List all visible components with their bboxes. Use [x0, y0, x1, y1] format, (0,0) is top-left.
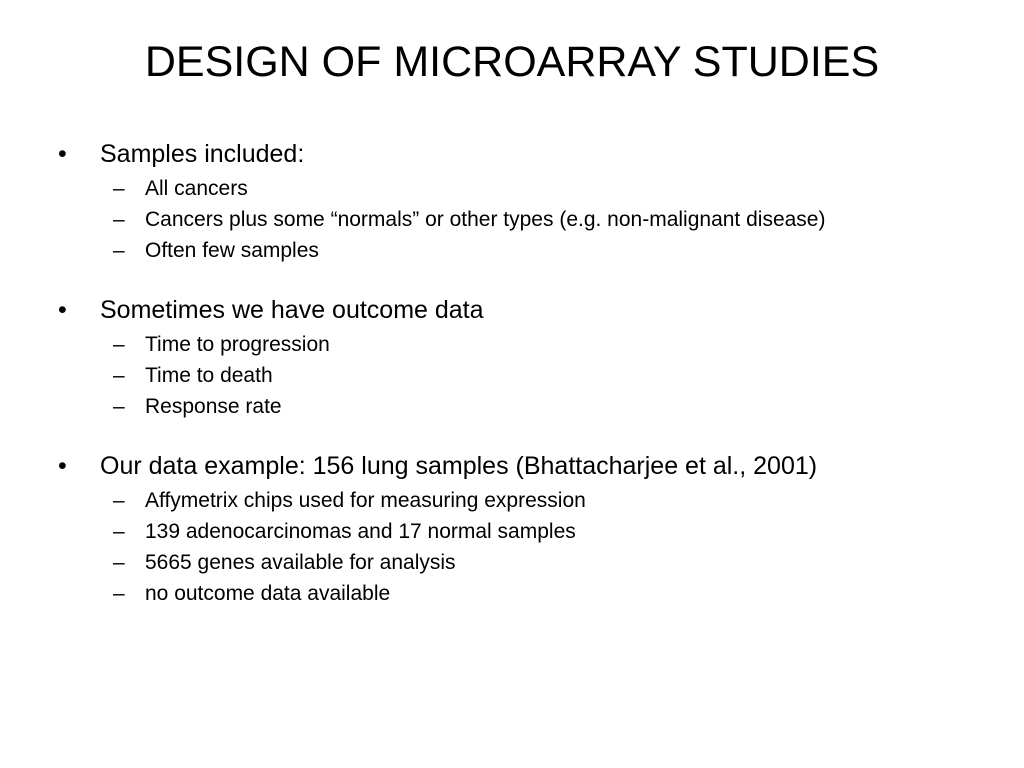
- sub-bullet-text: 5665 genes available for analysis: [145, 551, 456, 574]
- sub-bullet-text: Time to progression: [145, 333, 330, 356]
- slide-body: [58, 138, 958, 606]
- sub-bullet-item: [58, 551, 905, 575]
- sub-bullet-text: Cancers plus some “normals” or other types (e.g. non-malignant disease): [145, 208, 826, 231]
- sub-bullet-item: [58, 582, 905, 606]
- sub-bullet-text: Response rate: [145, 395, 282, 418]
- bullet-text: Sometimes we have outcome data: [100, 296, 484, 324]
- sub-bullet-item: [58, 520, 905, 544]
- sub-bullet-text: Often few samples: [145, 239, 319, 262]
- sub-bullet-glyph: –: [113, 239, 125, 262]
- sub-bullet-glyph: –: [113, 333, 125, 356]
- sub-bullet-item: [58, 364, 905, 388]
- sub-bullet-text: Affymetrix chips used for measuring expression: [145, 489, 586, 512]
- sub-bullet-text: All cancers: [145, 177, 248, 200]
- sub-bullet-item: [58, 239, 905, 263]
- bullet-text: Samples included:: [100, 140, 305, 168]
- sub-bullet-item: [58, 177, 905, 201]
- sub-bullet-item: [58, 208, 905, 232]
- sub-bullet-item: [58, 489, 905, 513]
- bullet-text: Our data example: 156 lung samples (Bhattacharjee et al., 2001): [100, 452, 818, 480]
- sub-bullet-text: Time to death: [145, 364, 273, 387]
- sub-bullet-glyph: –: [113, 582, 125, 605]
- sub-bullet-text: 139 adenocarcinomas and 17 normal samples: [145, 520, 576, 543]
- sub-bullet-text: no outcome data available: [145, 582, 391, 605]
- sub-bullet-glyph: –: [113, 489, 125, 512]
- sub-bullet-item: [58, 333, 905, 357]
- bullet-item: [58, 450, 958, 482]
- sub-bullet-glyph: –: [113, 551, 125, 574]
- bullet-glyph: •: [58, 296, 67, 324]
- bullet-item: [58, 294, 958, 326]
- sub-bullet-glyph: –: [113, 520, 125, 543]
- bullet-glyph: •: [58, 452, 67, 480]
- sub-bullet-glyph: –: [113, 395, 125, 418]
- sub-bullet-glyph: –: [113, 208, 125, 231]
- bullet-glyph: •: [58, 140, 67, 168]
- bullet-item: [58, 138, 958, 170]
- slide-title: DESIGN OF MICROARRAY STUDIES: [144, 38, 880, 86]
- sub-bullet-glyph: –: [113, 177, 125, 200]
- sub-bullet-glyph: –: [113, 364, 125, 387]
- sub-bullet-item: [58, 395, 905, 419]
